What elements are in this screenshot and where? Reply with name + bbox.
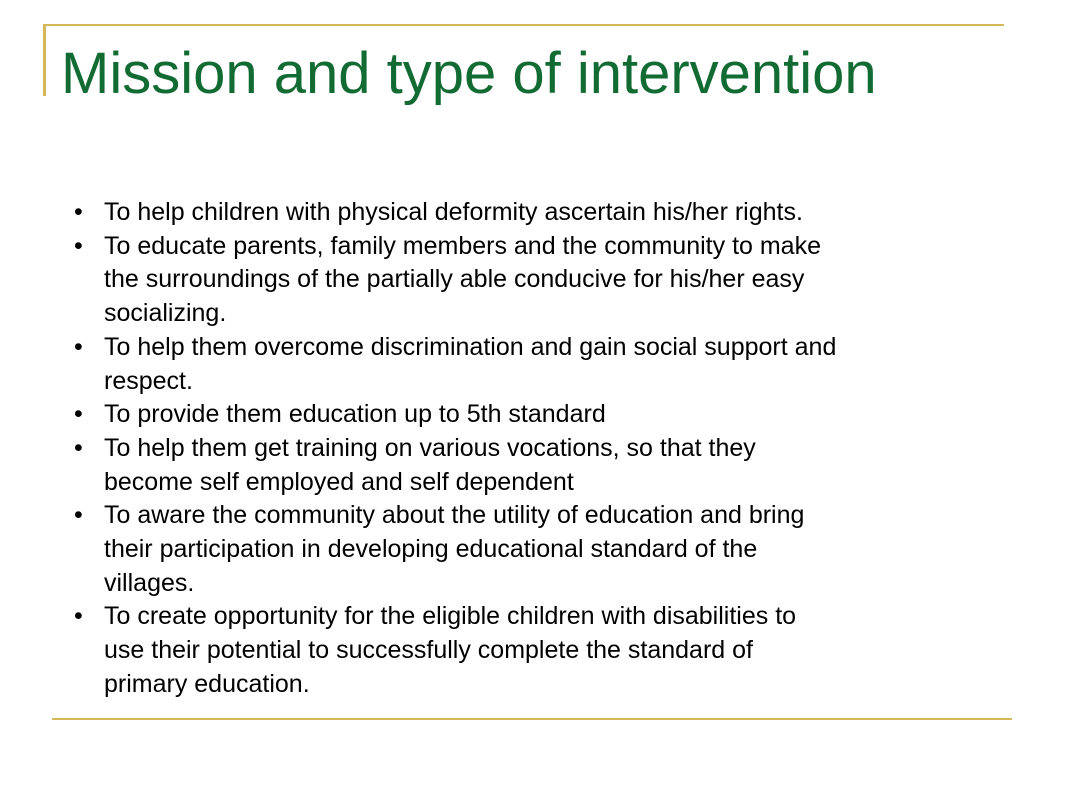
bullet-text-line: villages.: [104, 568, 195, 597]
bullet-text-line: To aware the community about the utility of education and bring: [104, 501, 805, 530]
bullet-text-line: To help them overcome discrimination and gain social support and: [104, 332, 837, 361]
bottom-accent-rule: [52, 718, 1012, 720]
bullet-text-line: To provide them education up to 5th standard: [104, 400, 606, 429]
bullet-list: [74, 196, 836, 702]
bullet-text-line: use their potential to successfully complete the standard of: [104, 636, 753, 665]
bullet-text-line: become self employed and self dependent: [104, 467, 574, 496]
bullet-dot-icon: •: [74, 198, 83, 226]
bullet-item: [74, 331, 836, 398]
bullet-dot-icon: •: [74, 332, 83, 361]
top-accent-rule: [46, 24, 1004, 26]
bullet-dot-icon: •: [74, 400, 83, 429]
bullet-text-line: To help children with physical deformity ascertain his/her rights.: [104, 198, 803, 226]
bullet-text-line: socializing.: [104, 299, 227, 328]
bullet-item: [74, 398, 836, 432]
bullet-text-line: respect.: [104, 366, 193, 395]
bullet-text-line: the surroundings of the partially able conducive for his/her easy: [104, 265, 805, 294]
bullet-dot-icon: •: [74, 231, 83, 260]
bullet-item: [74, 196, 836, 230]
bullet-dot-icon: •: [74, 602, 83, 631]
bullet-dot-icon: •: [74, 433, 83, 462]
bullet-item: [74, 499, 836, 600]
bullet-text-line: their participation in developing educational standard of the: [104, 535, 758, 564]
slide-title: Mission and type of intervention: [61, 41, 877, 106]
bullet-item: [74, 600, 836, 701]
bullet-item: [74, 230, 836, 331]
bullet-dot-icon: •: [74, 501, 83, 530]
bullet-item: [74, 432, 836, 499]
left-accent-rule: [43, 24, 46, 96]
bullet-text-line: To educate parents, family members and the community to make: [104, 231, 821, 260]
bullet-text-line: primary education.: [104, 669, 310, 698]
bullet-text-line: To help them get training on various vocations, so that they: [104, 433, 756, 462]
bullet-text-line: To create opportunity for the eligible children with disabilities to: [104, 602, 797, 631]
